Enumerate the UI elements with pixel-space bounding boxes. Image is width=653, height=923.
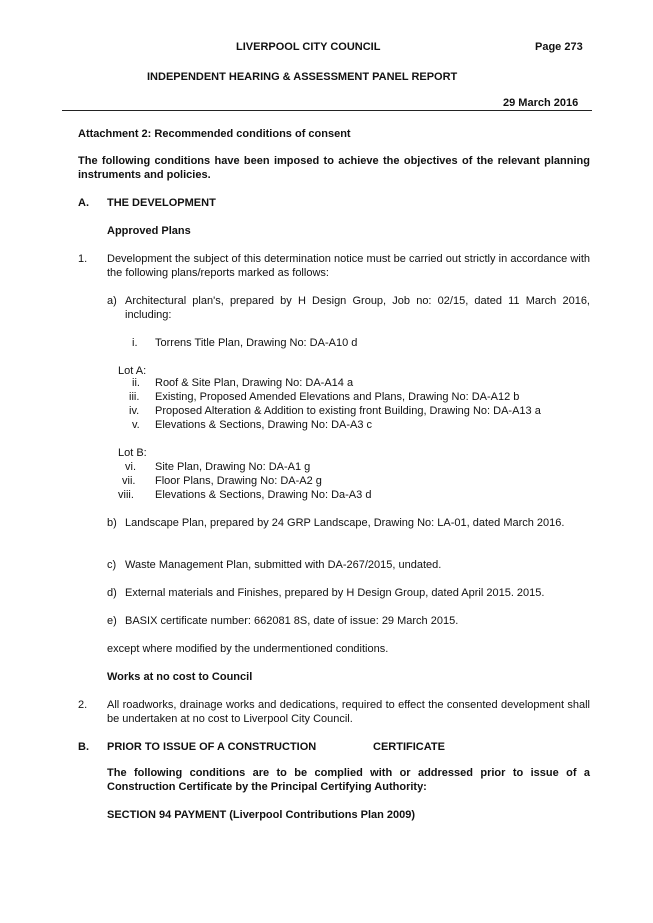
item-2-number: 2.	[78, 699, 88, 711]
item-e-text: BASIX certificate number: 662081 8S, date of issue: 29 March 2015.	[125, 615, 459, 627]
item-a-text: Architectural plan's, prepared by H Design Group, Job no: 02/15, dated 11 March 2016, including:	[125, 295, 590, 321]
header-divider	[62, 110, 592, 111]
lot-b-item-text: Floor Plans, Drawing No: DA-A2 g	[155, 475, 322, 487]
item-2-text: All roadworks, drainage works and dedications, required to effect the consented development shall be undertaken at no cost to Liverpool City Council.	[107, 699, 590, 725]
section-b-intro: The following conditions are to be complied with or addressed prior to issue of a Construction Certificate by the Principal Certifying Authority:	[107, 767, 590, 793]
item-b-label: b)	[107, 517, 117, 529]
item-b-text: Landscape Plan, prepared by 24 GRP Landscape, Drawing No: LA-01, dated March 2016.	[125, 517, 565, 529]
council-name: LIVERPOOL CITY COUNCIL	[236, 41, 381, 53]
lot-b-item-num: vii.	[122, 475, 136, 487]
page-number: Page 273	[535, 41, 583, 53]
item-1-text: Development the subject of this determination notice must be carried out strictly in accordance with the following plans/reports marked as follows:	[107, 253, 590, 279]
section-b-title-cont: CERTIFICATE	[373, 741, 445, 753]
lot-b-item-text: Site Plan, Drawing No: DA-A1 g	[155, 461, 311, 473]
item-i-text: Torrens Title Plan, Drawing No: DA-A10 d	[155, 337, 358, 349]
lot-a-item-text: Elevations & Sections, Drawing No: DA-A3 c	[155, 419, 373, 431]
section-b-letter: B.	[78, 741, 89, 753]
item-1-number: 1.	[78, 253, 88, 265]
item-a-label: a)	[107, 295, 117, 307]
works-heading: Works at no cost to Council	[107, 671, 253, 683]
lot-a-item-text: Roof & Site Plan, Drawing No: DA-A14 a	[155, 377, 354, 389]
lot-a-item-text: Proposed Alteration & Addition to existing front Building, Drawing No: DA-A13 a	[155, 405, 541, 417]
section-94-heading: SECTION 94 PAYMENT (Liverpool Contributions Plan 2009)	[107, 809, 416, 821]
lot-b-item-num: viii.	[118, 489, 134, 501]
approved-plans-heading: Approved Plans	[107, 225, 191, 237]
item-c-label: c)	[107, 559, 117, 571]
lot-a-item-num: iv.	[129, 405, 140, 417]
item-e-label: e)	[107, 615, 117, 627]
attachment-title: Attachment 2: Recommended conditions of consent	[78, 128, 351, 140]
lot-a-item-num: v.	[132, 419, 140, 431]
report-date: 29 March 2016	[503, 97, 579, 109]
lot-a-label: Lot A:	[118, 365, 147, 377]
lot-b-item-text: Elevations & Sections, Drawing No: Da-A3 d	[155, 489, 372, 501]
lot-b-item-num: vi.	[125, 461, 136, 473]
section-a-letter: A.	[78, 197, 89, 209]
intro-paragraph: The following conditions have been imposed to achieve the objectives of the relevant planning instruments and policies.	[78, 155, 590, 181]
item-d-label: d)	[107, 587, 117, 599]
item-i-number: i.	[132, 337, 138, 349]
report-title: INDEPENDENT HEARING & ASSESSMENT PANEL REPORT	[147, 71, 458, 83]
lot-a-item-text: Existing, Proposed Amended Elevations and Plans, Drawing No: DA-A12 b	[155, 391, 520, 403]
section-a-title: THE DEVELOPMENT	[107, 197, 216, 209]
section-b-title: PRIOR TO ISSUE OF A CONSTRUCTION	[107, 741, 317, 753]
lot-b-label: Lot B:	[118, 447, 147, 459]
except-text: except where modified by the undermentioned conditions.	[107, 643, 389, 655]
lot-a-item-num: ii.	[132, 377, 140, 389]
lot-a-item-num: iii.	[129, 391, 140, 403]
item-d-text: External materials and Finishes, prepared by H Design Group, dated April 2015. 2015.	[125, 587, 545, 599]
item-c-text: Waste Management Plan, submitted with DA-267/2015, undated.	[125, 559, 442, 571]
